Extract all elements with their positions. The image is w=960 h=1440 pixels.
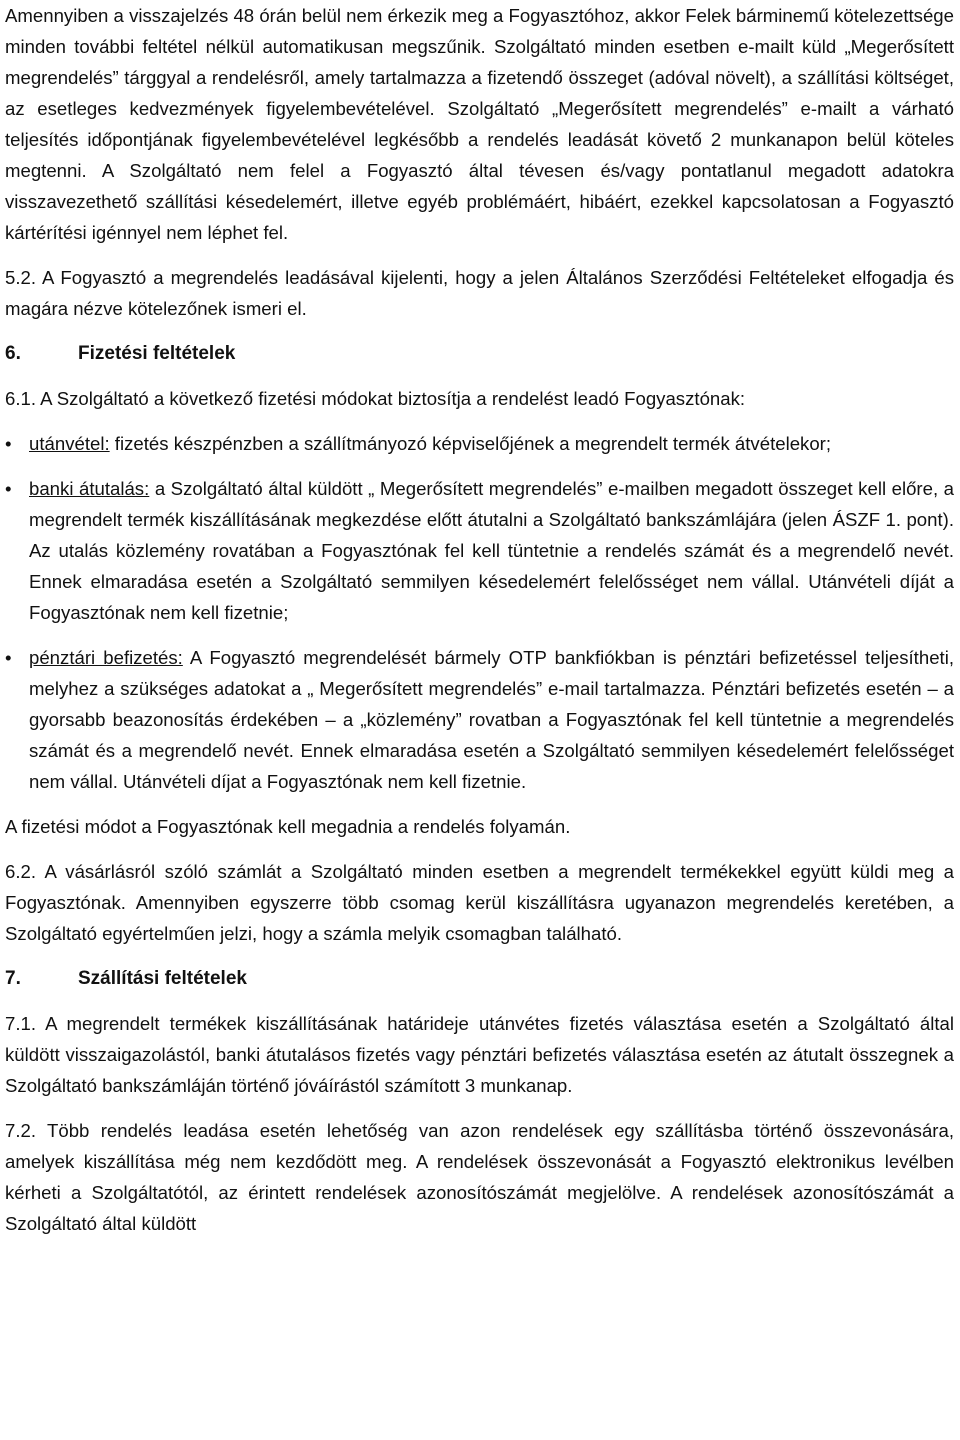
bullet-marker: • [5, 433, 12, 454]
section-title: Szállítási feltételek [78, 968, 247, 989]
bullet-term: utánvétel: [29, 433, 110, 454]
section-title: Fizetési feltételek [78, 343, 236, 364]
bullet-text: A Fogyasztó megrendelését bármely OTP bankfiókban is pénztári befizetéssel teljesítheti, melyhez a szükséges adatokat a „ Megerősített megrendelés” e-mail tartalmazza. Pénztári befizetés esetén – a gyorsabb beazonosítás érdekében – a „közlemény” rovatban a Fogyasztónak fel kell tüntetnie a megrendelés számát és a megrendelő nevét. Ennek elmaradása esetén a Szolgáltató semmilyen késedelemért felelősséget nem vállal. Utánvételi díjat a Fogyasztónak nem kell fizetnie. [29, 647, 954, 792]
paragraph-payment-method: A fizetési módot a Fogyasztónak kell megadnia a rendelés folyamán. [5, 816, 571, 837]
paragraph-7-1: 7.1. A megrendelt termékek kiszállításának határideje utánvétes fizetés választása esetén a Szolgáltató által küldött visszaigazolástól, banki átutalásos fizetés vagy pénztári befizetés választása esetén az átutalt összegnek a Szolgáltató bankszámláján történő jóváírástól számított 3 munkanap. [5, 1013, 954, 1096]
paragraph-5-2: 5.2. A Fogyasztó a megrendelés leadásával kijelenti, hogy a jelen Általános Szerződési Feltételeket elfogadja és magára nézve kötelezőnek ismeri el. [5, 267, 954, 319]
section-heading-6 [5, 338, 954, 369]
section-number: 6. [5, 343, 21, 364]
section-number: 7. [5, 968, 21, 989]
paragraph-intro: Amennyiben a visszajelzés 48 órán belül nem érkezik meg a Fogyasztóhoz, akkor Felek bárminemű kötelezettsége minden további feltétel nélkül automatikusan megszűnik. Szolgáltató minden esetben e-mailt küld „Megerősített megrendelés” tárggyal a rendelésről, amely tartalmazza a fizetendő összeget (adóval növelt), a szállítási költséget, az esetleges kedvezmények figyelembevételével. Szolgáltató „Megerősített megrendelés” e-mailt a várható teljesítés időpontjának figyelembevételével legkésőbb a rendelés leadását követő 2 munkanapon belül köteles megtenni. A Szolgáltató nem felel a Fogyasztó által tévesen és/vagy pontatlanul megadott adatokra visszavezethető szállítási késedelemért, illetve egyéb problémáért, hibáért, ezekkel kapcsolatosan a Fogyasztó kártérítési igénnyel nem léphet fel. [5, 5, 954, 243]
bullet-term: banki átutalás: [29, 478, 150, 499]
paragraph-7-2: 7.2. Több rendelés leadása esetén lehetőség van azon rendelések egy szállításba történő összevonására, amelyek kiszállítása még nem kezdődött meg. A rendelések összevonását a Fogyasztó elektronikus levélben kérheti a Szolgáltatótól, az érintett rendelések azonosítószámát megjelölve. A rendelések azonosítószámát a Szolgáltató által küldött [5, 1120, 954, 1234]
bullet-marker: • [5, 478, 12, 499]
bullet-term: pénztári befizetés: [29, 647, 183, 668]
bullet-text: a Szolgáltató által küldött „ Megerősített megrendelés” e-mailben megadott összeget kell előre, a megrendelt termék kiszállításának megkezdése előtt átutalni a Szolgáltató bankszámlájára (jelen ÁSZF 1. pont). Az utalás közlemény rovatában a Fogyasztónak fel kell tüntetnie a rendelés számát és a megrendelő nevét. Ennek elmaradása esetén a Szolgáltató semmilyen késedelemért felelősséget nem vállal. Utánvételi díját a Fogyasztónak nem kell fizetnie; [29, 478, 954, 623]
bullet-marker: • [5, 647, 12, 668]
list-item [5, 473, 954, 628]
paragraph-6-1: 6.1. A Szolgáltató a következő fizetési módokat biztosítja a rendelést leadó Fogyasztónak: [5, 388, 746, 409]
list-item [5, 642, 954, 797]
list-item [5, 428, 954, 459]
section-heading-7 [5, 963, 954, 994]
paragraph-6-2: 6.2. A vásárlásról szóló számlát a Szolgáltató minden esetben a megrendelt termékekkel együtt küldi meg a Fogyasztónak. Amennyiben egyszerre több csomag kerül kiszállításra ugyanazon megrendelés keretében, a Szolgáltató egyértelműen jelzi, hogy a számla melyik csomagban található. [5, 861, 954, 944]
bullet-text: fizetés készpénzben a szállítmányozó képviselőjének a megrendelt termék átvételekor; [109, 433, 832, 454]
